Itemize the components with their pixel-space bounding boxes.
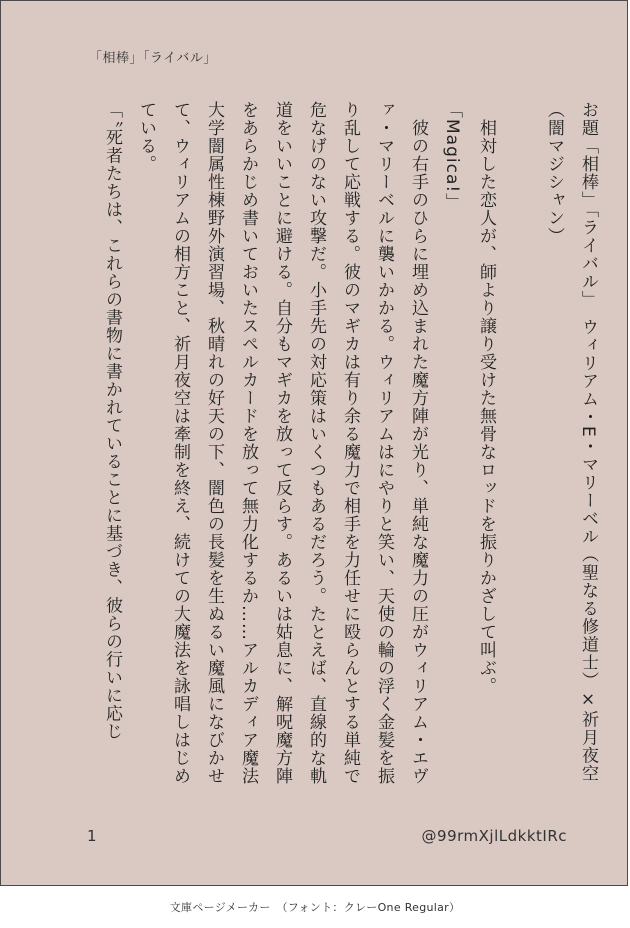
- page-number: 1: [87, 827, 97, 845]
- vertical-text-body: [85, 101, 605, 801]
- author-handle: @99rmXjlLdkktIRc: [421, 827, 567, 845]
- paragraph-title: お題「相棒」「ライバル」 ウィリアム・E・マリーベル（聖なる修道士）×祈月夜空（闇マジシャン）: [544, 101, 598, 783]
- paragraph-blank: [503, 101, 537, 801]
- paragraph-text: 「Magica!」: [442, 101, 462, 212]
- page-header: 「相棒」「ライバル」: [89, 51, 217, 66]
- paragraph-text: 相対した恋人が、師より譲り受けた無骨なロッドを振りかざして叫ぶ。: [476, 101, 496, 695]
- paragraph-text: 彼の右手のひらに埋め込まれた魔方陣が光り、単純な魔力の圧がウィリアム・エヴァ・マリーベルに襲いかかる。ウィリアムはにやりと笑い、天使の輪の浮く金髪を振り乱して応戦する。彼のマギカは有り余る魔力で相手を力任せに殴らんとする単純で危なげのない攻撃だ。小手先の対応策はいくつもあるだろう。たとえば、直線的な軌道をいいことに避ける。自分もマギカを放って反らす。あるいは姑息に、解呪魔方陣をあらかじめ書いておいたスペルカードを放って無力化するか……アルカディア魔法大学闇属性棟野外演習場、秋晴れの好天の下、闇色の長髪を生ぬるい魔風になびかせて、ウィリアムの相方こと、祈月夜空は牽制を終え、続けての大魔法を詠唱しはじめている。: [136, 101, 428, 785]
- paragraph-text: 「〝死者たちは、これらの書物に書かれていることに基づき、彼らの行いに応じ: [102, 101, 122, 741]
- footer-credit: 文庫ページメーカー （フォント：クレーOne Regular）: [169, 901, 461, 914]
